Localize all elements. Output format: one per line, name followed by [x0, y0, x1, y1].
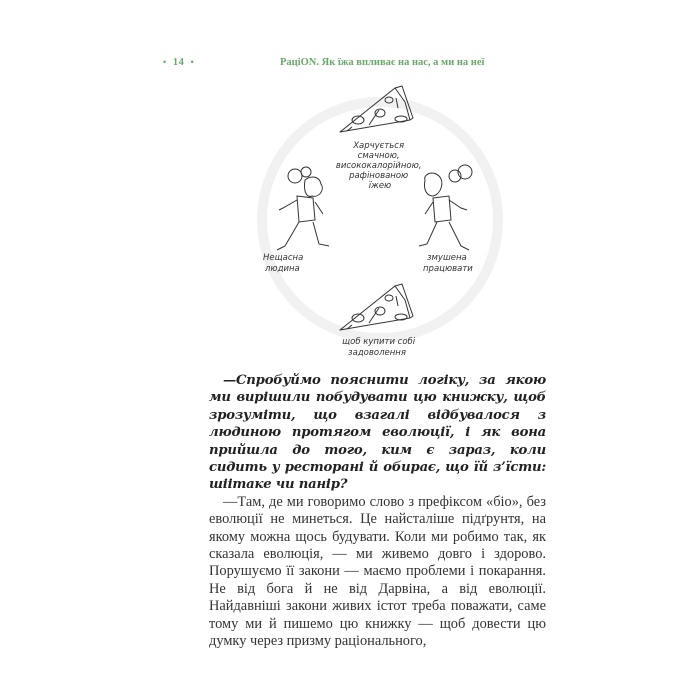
label-left-line: людина [265, 264, 300, 274]
label-bottom [342, 337, 418, 358]
label-left-line: Нещасна [263, 253, 304, 263]
pizza-slice-icon [340, 284, 413, 330]
label-top-line: смачною, [357, 151, 400, 161]
page-number [163, 57, 194, 68]
label-right-line: працювати [423, 264, 473, 274]
label-right [423, 253, 473, 274]
label-bottom-line: щоб купити собі [342, 337, 416, 347]
label-top-line: рафінованою [349, 171, 409, 181]
label-left [263, 253, 306, 274]
label-right-line: змушена [427, 253, 467, 263]
wind-up-person-icon [419, 165, 472, 250]
wind-up-person-icon [277, 167, 329, 250]
answer-paragraph: —Там, де ми говоримо слово з префіксом «біо», без еволюції не минеться. Це найсталіше підґрунтя, на якому можна щось будувати. Коли ми робимо так, як сказала еволюція, — ми живемо довго і здорово. Порушуємо її закони — маємо проблеми і покарання. Не від бога й не від Дарвіна, а від еволюції. Найдавніші закони живих істот треба поважати, саме тому ми й пишемо цю книжку — щоб довести цю думку через призму раціонального, [209, 493, 546, 650]
label-top-line: висококалорійною, [335, 161, 422, 171]
running-head [0, 57, 700, 73]
bullet-left: • [163, 57, 167, 67]
label-bottom-line: задоволення [348, 348, 406, 358]
cycle-circle [262, 102, 498, 338]
book-title: РаціON. Як їжа впливає на нас, а ми на неї [280, 57, 485, 68]
body-text [209, 372, 546, 651]
label-top-line: їжею [368, 181, 392, 191]
cycle-illustration [255, 80, 505, 360]
label-top-line: Харчується [353, 141, 405, 151]
page-number-value: 14 [172, 57, 185, 68]
bullet-right: • [190, 57, 195, 67]
label-top [336, 141, 424, 191]
question-paragraph: —Спробуймо пояснити логіку, за якою ми вирішили побудувати цю книжку, щоб зрозуміти, що взагалі відбувалося з людиною протягом еволюції, і як вона прийшла до того, ким є зараз, коли сидить у ресторані й обирає, що їй з’їсти: шіітаке чи панір? [209, 373, 546, 493]
